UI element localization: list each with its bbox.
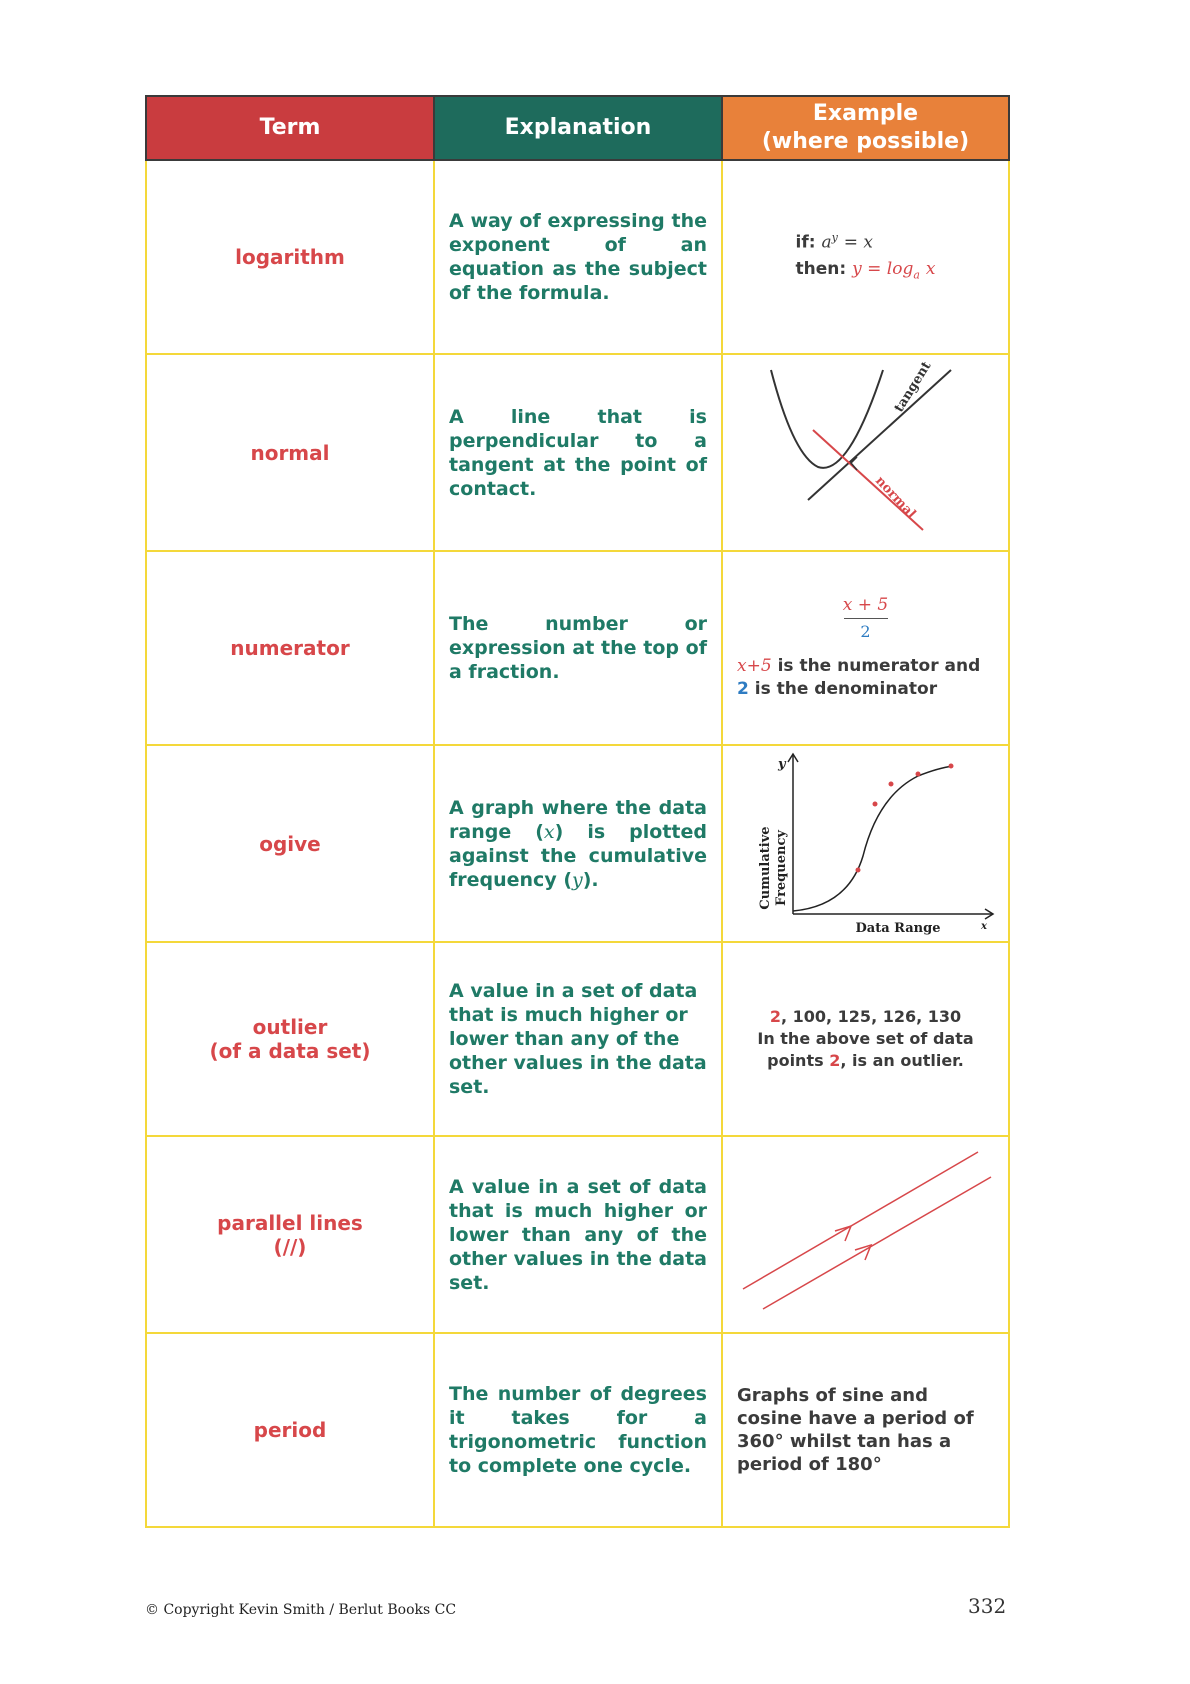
term-ogive: ogive [146,745,434,942]
y-axis-label-line1: Cumulative [758,826,773,910]
ogive-point [949,764,954,769]
ogive-point [916,772,921,777]
fraction: x + 5 2 [842,595,889,641]
normal-tangent-diagram [723,355,1008,545]
explanation-numerator: The number or expression at the top of a fraction. [434,551,722,745]
table-row [146,1333,1009,1527]
log-if-line: if: $a^y = x$ [795,231,874,254]
header-term: Term [146,96,434,160]
table-row [146,942,1009,1136]
term-logarithm: logarithm [146,160,434,354]
parallel-line-1 [743,1152,978,1289]
header-row [146,96,1009,160]
example-parallel-lines [722,1136,1009,1333]
x-axis-letter: x [981,921,987,932]
explanation-logarithm: A way of expressing the exponent of an equation as the subject of the formula. [434,160,722,354]
y-axis-letter: y [778,757,786,772]
term-period: period [146,1333,434,1527]
term-parallel-lines: parallel lines (//) [146,1136,434,1333]
example-outlier [722,942,1009,1136]
numerator-description: x+5 is the numerator and 2 is the denominator [737,656,981,699]
ogive-point [873,802,878,807]
parabola-curve [771,370,883,468]
term-outlier: outlier (of a data set) [146,942,434,1136]
x-axis-label: Data Range [855,921,941,936]
ogive-point [889,782,894,787]
table-row [146,354,1009,551]
example-period: Graphs of sine and cosine have a period of 360° whilst tan has a period of 180° [722,1333,1009,1527]
parallel-line-2 [763,1177,991,1309]
explanation-ogive: A graph where the data range (x) is plotted against the cumulative frequency (y). [434,745,722,942]
term-normal: normal [146,354,434,551]
fraction-bar [844,618,888,619]
header-example: Example (where possible) [722,96,1009,160]
glossary-table [145,95,1010,1528]
example-numerator [722,551,1009,745]
table-row [146,551,1009,745]
y-axis-label-line2: Frequency [774,830,789,906]
example-logarithm [722,160,1009,354]
explanation-parallel-lines: A value in a set of data that is much higher or lower than any of the other values in the data set. [434,1136,722,1333]
ogive-curve [793,766,953,911]
parallel-lines-diagram [723,1137,1008,1327]
tangent-label: tangent [891,359,935,416]
explanation-outlier: A value in a set of data that is much higher or lower than any of the other values in the data set. [434,942,722,1136]
ogive-point [856,868,861,873]
example-ogive [722,745,1009,942]
example-normal [722,354,1009,551]
header-explanation: Explanation [434,96,722,160]
log-then-line: then: $y = \log_a x$ [795,259,936,282]
outlier-data-values: 2, 100, 125, 126, 130 [769,1007,962,1026]
outlier-description: In the above set of data points 2, is an outlier. [757,1029,974,1070]
explanation-period: The number of degrees it takes for a trigonometric function to complete one cycle. [434,1333,722,1527]
normal-label: normal [872,473,919,522]
ogive-graph [723,746,1008,936]
term-numerator: numerator [146,551,434,745]
page-number: 332 [968,1594,1007,1618]
table-row [146,1136,1009,1333]
footer-copyright: © Copyright Kevin Smith / Berlut Books CC [145,1602,457,1618]
explanation-normal: A line that is perpendicular to a tangent at the point of contact. [434,354,722,551]
table-row [146,745,1009,942]
table-row [146,160,1009,354]
